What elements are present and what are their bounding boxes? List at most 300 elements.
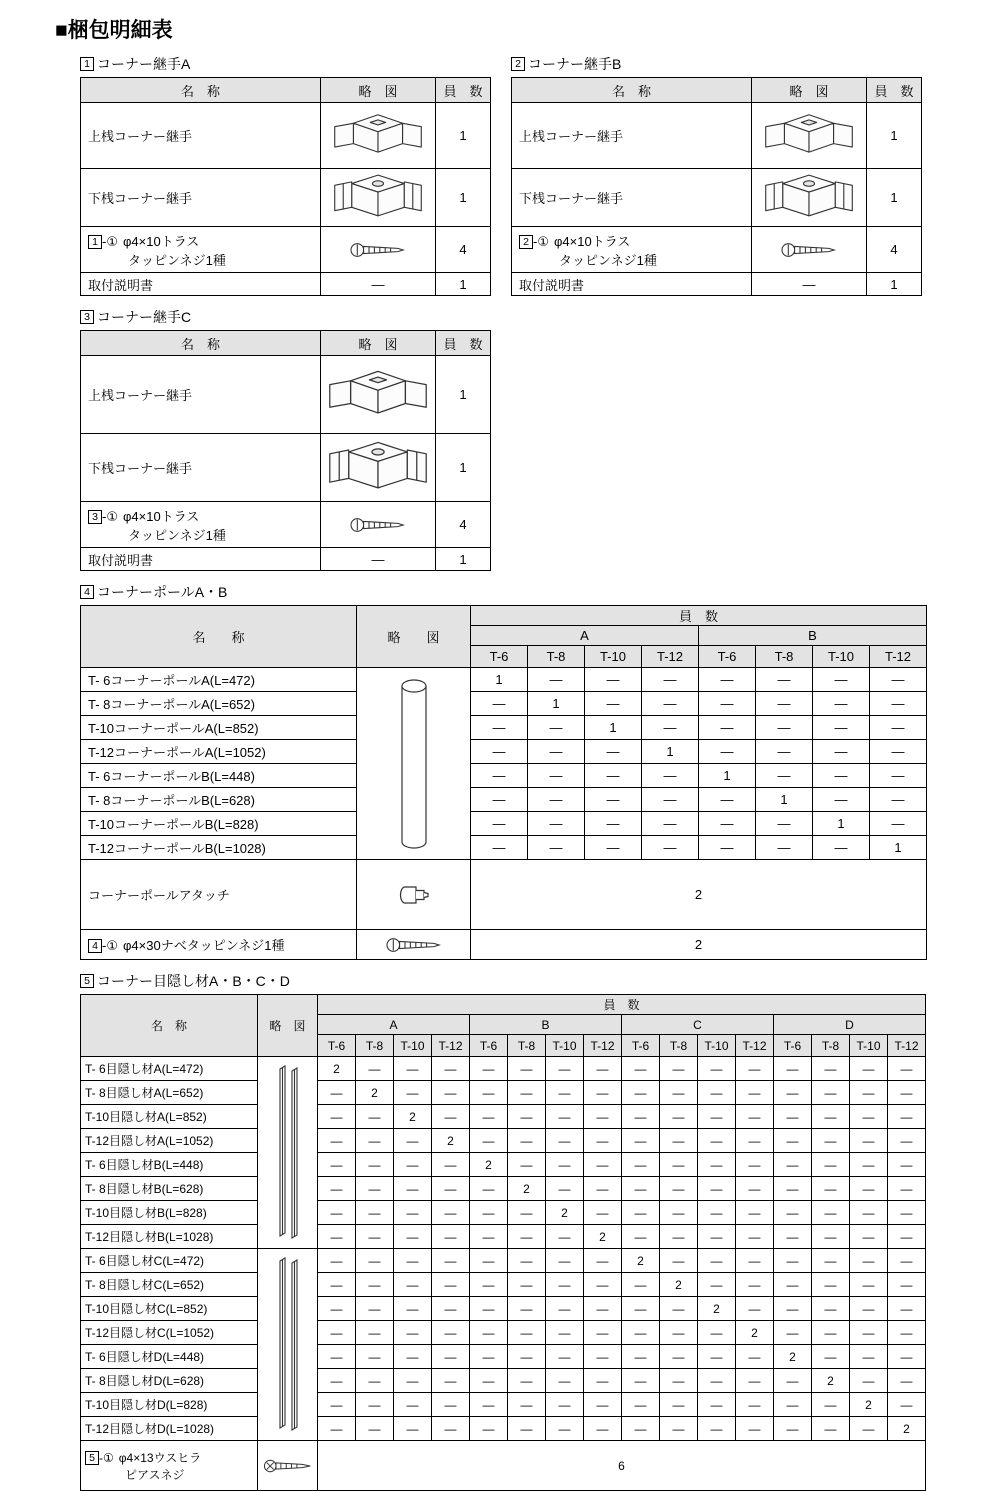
qty-cell: — <box>870 692 927 716</box>
table-row <box>512 227 922 273</box>
item-number-sub: -① <box>102 508 118 524</box>
joint-upper-sketch <box>761 127 857 142</box>
qty-cell: — <box>888 1249 926 1273</box>
qty-cell: — <box>546 1105 584 1129</box>
part-name: 上桟コーナー継手 <box>81 356 321 434</box>
qty-cell: 1 <box>756 788 813 812</box>
table-body <box>81 1057 926 1491</box>
table-row <box>81 1225 926 1249</box>
qty-cell: — <box>699 836 756 860</box>
qty-cell: 1 <box>642 740 699 764</box>
qty-cell: — <box>622 1129 660 1153</box>
qty-cell: — <box>736 1417 774 1441</box>
qty-cell: — <box>812 1129 850 1153</box>
item-number-sub: -① <box>102 938 118 953</box>
size-header: T-8 <box>508 1035 546 1057</box>
qty-cell: — <box>698 1225 736 1249</box>
group-header: A <box>471 626 699 646</box>
qty-cell: — <box>622 1201 660 1225</box>
screw-name-line2: タッピンネジ1種 <box>559 252 657 268</box>
joint-lower-sketch <box>761 189 857 204</box>
qty-cell: — <box>584 1057 622 1081</box>
qty-cell: — <box>356 1369 394 1393</box>
qty-cell: — <box>432 1417 470 1441</box>
size-header: T-6 <box>774 1035 812 1057</box>
qty-cell: — <box>470 1129 508 1153</box>
qty-cell: — <box>356 1057 394 1081</box>
screw-label-line1 <box>88 506 317 525</box>
qty-cell: — <box>470 1057 508 1081</box>
sketch-cell: — <box>321 548 436 571</box>
qty-cell: — <box>508 1105 546 1129</box>
table-body <box>81 356 491 571</box>
qty-cell: — <box>394 1057 432 1081</box>
qty-cell: — <box>812 1201 850 1225</box>
qty-cell: — <box>508 1057 546 1081</box>
qty-cell: 2 <box>622 1249 660 1273</box>
qty-cell: — <box>812 1105 850 1129</box>
table-row <box>81 1105 926 1129</box>
qty-cell: — <box>660 1177 698 1201</box>
qty-cell: — <box>318 1345 356 1369</box>
item-number-box: 3 <box>80 310 94 324</box>
part-name: T- 8コーナーポールB(L=628) <box>81 788 357 812</box>
qty-cell: — <box>528 716 585 740</box>
part-name: コーナーポールアタッチ <box>81 860 357 930</box>
qty-cell: — <box>318 1105 356 1129</box>
qty-cell: — <box>756 812 813 836</box>
qty-cell: — <box>508 1369 546 1393</box>
table-header <box>81 78 491 103</box>
part-qty: 1 <box>867 273 922 296</box>
table-row <box>81 740 927 764</box>
sketch-cell <box>357 668 471 860</box>
qty-cell: — <box>432 1393 470 1417</box>
screw-name: φ4×10トラス <box>122 233 200 249</box>
qty-cell: — <box>394 1153 432 1177</box>
qty-cell: — <box>660 1249 698 1273</box>
sketch-cell <box>321 227 436 273</box>
parts-table <box>80 77 491 296</box>
part-name: T- 8コーナーポールA(L=652) <box>81 692 357 716</box>
column-header-sketch: 略 図 <box>321 331 436 356</box>
qty-cell: — <box>698 1081 736 1105</box>
qty-cell: — <box>471 812 528 836</box>
group-header: D <box>774 1015 926 1035</box>
qty-cell: 1 <box>471 668 528 692</box>
qty-cell: — <box>508 1273 546 1297</box>
qty-cell: — <box>585 788 642 812</box>
qty-cell: — <box>850 1081 888 1105</box>
header-row <box>512 78 922 103</box>
qty-cell: 1 <box>870 836 927 860</box>
qty-cell: — <box>736 1201 774 1225</box>
part-name: 下桟コーナー継手 <box>81 169 321 227</box>
size-header: T-12 <box>584 1035 622 1057</box>
sketch-cell <box>321 434 436 502</box>
part-name: 取付説明書 <box>512 273 752 296</box>
qty-cell: — <box>622 1273 660 1297</box>
qty-cell: — <box>888 1273 926 1297</box>
screw-name: φ4×10トラス <box>553 233 631 249</box>
column-header-qty: 員 数 <box>471 606 927 626</box>
qty-cell: — <box>546 1129 584 1153</box>
qty-cell: — <box>470 1201 508 1225</box>
qty-cell: — <box>850 1417 888 1441</box>
column-header-qty: 員 数 <box>867 78 922 103</box>
part-name: T- 8目隠し材C(L=652) <box>81 1273 258 1297</box>
qty-cell: — <box>774 1297 812 1321</box>
part-qty: 1 <box>436 103 491 169</box>
table-row <box>81 860 927 930</box>
qty-cell: — <box>870 764 927 788</box>
part-qty: 1 <box>436 356 491 434</box>
part-qty: 1 <box>867 169 922 227</box>
part-name: 上桟コーナー継手 <box>512 103 752 169</box>
qty-cell: — <box>470 1369 508 1393</box>
qty-cell: — <box>528 812 585 836</box>
table-row <box>81 692 927 716</box>
qty-cell: — <box>622 1321 660 1345</box>
size-header: T-12 <box>736 1035 774 1057</box>
item-number-sub: -① <box>99 1450 114 1465</box>
joint-lower-sketch <box>330 189 426 204</box>
qty-cell: — <box>394 1225 432 1249</box>
qty-cell: — <box>394 1081 432 1105</box>
table-row <box>81 930 927 960</box>
item-number-sub: -① <box>102 233 118 249</box>
qty-cell: 2 <box>850 1393 888 1417</box>
qty-cell: — <box>850 1105 888 1129</box>
qty-cell: — <box>394 1129 432 1153</box>
qty-cell: — <box>356 1129 394 1153</box>
qty-cell: — <box>813 836 870 860</box>
part-qty: 1 <box>436 548 491 571</box>
qty-cell: — <box>870 788 927 812</box>
qty-cell: — <box>470 1105 508 1129</box>
qty-cell: — <box>318 1153 356 1177</box>
qty-cell: — <box>528 788 585 812</box>
qty-cell: 2 <box>546 1201 584 1225</box>
qty-cell: — <box>546 1417 584 1441</box>
qty-cell: — <box>888 1393 926 1417</box>
qty-cell: — <box>660 1129 698 1153</box>
qty-cell: — <box>888 1057 926 1081</box>
qty-cell: — <box>470 1249 508 1273</box>
part-name: T-10目隠し材A(L=852) <box>81 1105 258 1129</box>
qty-cell: — <box>394 1393 432 1417</box>
qty-cell: — <box>774 1153 812 1177</box>
qty-cell: — <box>585 812 642 836</box>
part-name: T- 6目隠し材B(L=448) <box>81 1153 258 1177</box>
qty-cell: — <box>660 1417 698 1441</box>
qty-cell: — <box>508 1153 546 1177</box>
qty-cell: — <box>888 1321 926 1345</box>
qty-cell: — <box>850 1201 888 1225</box>
corner-blind-table <box>80 994 926 1491</box>
table-row <box>81 836 927 860</box>
table-header <box>512 78 922 103</box>
qty-cell: — <box>356 1417 394 1441</box>
header-row <box>81 995 926 1015</box>
part-name <box>81 1441 258 1491</box>
size-header: T-8 <box>528 646 585 668</box>
group-header: A <box>318 1015 470 1035</box>
joint-upper-sketch <box>330 127 426 142</box>
qty-cell: 2 <box>584 1225 622 1249</box>
screw-label-line1 <box>85 1449 254 1466</box>
qty-cell: — <box>622 1081 660 1105</box>
table-row <box>81 1249 926 1273</box>
qty-cell: — <box>774 1177 812 1201</box>
part-name: T- 6目隠し材C(L=472) <box>81 1249 258 1273</box>
part-qty: 2 <box>471 860 927 930</box>
pole-sketch <box>397 755 431 770</box>
qty-cell: — <box>660 1105 698 1129</box>
qty-cell: — <box>585 836 642 860</box>
qty-cell: — <box>584 1081 622 1105</box>
qty-cell: — <box>585 740 642 764</box>
qty-cell: — <box>812 1177 850 1201</box>
part-name <box>81 227 321 273</box>
qty-cell: — <box>642 692 699 716</box>
parts-table <box>511 77 922 296</box>
qty-cell: — <box>394 1297 432 1321</box>
part-qty: 2 <box>471 930 927 960</box>
column-header-sketch: 略 図 <box>321 78 436 103</box>
page-title: ■梱包明細表 <box>55 19 173 42</box>
qty-cell: — <box>356 1297 394 1321</box>
size-header: T-10 <box>850 1035 888 1057</box>
qty-cell: — <box>736 1129 774 1153</box>
qty-cell: — <box>432 1201 470 1225</box>
corner-pole-table <box>80 605 927 960</box>
part-name: T- 6コーナーポールA(L=472) <box>81 668 357 692</box>
table-header <box>81 331 491 356</box>
qty-cell: — <box>508 1393 546 1417</box>
sketch-cell: — <box>321 273 436 296</box>
qty-cell: — <box>642 836 699 860</box>
attach-sketch <box>395 886 433 901</box>
qty-cell: — <box>432 1057 470 1081</box>
screw-name-line2: タッピンネジ1種 <box>128 252 226 268</box>
qty-cell: — <box>870 812 927 836</box>
sketch-cell <box>357 860 471 930</box>
table-row <box>512 169 922 227</box>
item-number-box: 5 <box>80 974 94 988</box>
qty-cell: 2 <box>508 1177 546 1201</box>
qty-cell: — <box>642 764 699 788</box>
part-name: 上桟コーナー継手 <box>81 103 321 169</box>
qty-cell: — <box>470 1081 508 1105</box>
part-qty: 1 <box>436 169 491 227</box>
size-header: T-6 <box>471 646 528 668</box>
part-qty: 4 <box>436 227 491 273</box>
qty-cell: — <box>471 788 528 812</box>
qty-cell: — <box>698 1249 736 1273</box>
screw-name: φ4×13ウスヒラ <box>118 1450 202 1465</box>
qty-cell: — <box>774 1369 812 1393</box>
qty-cell: — <box>699 716 756 740</box>
column-header-name: 名 称 <box>512 78 752 103</box>
part-name: 取付説明書 <box>81 273 321 296</box>
part-name <box>512 227 752 273</box>
table-row <box>81 1153 926 1177</box>
qty-cell: — <box>642 812 699 836</box>
qty-cell: 2 <box>774 1345 812 1369</box>
pierce-sketch <box>263 1458 313 1472</box>
qty-cell: — <box>356 1273 394 1297</box>
qty-cell: — <box>660 1297 698 1321</box>
sketch-cell <box>321 169 436 227</box>
table-row <box>81 716 927 740</box>
size-header: T-10 <box>585 646 642 668</box>
qty-cell: — <box>660 1081 698 1105</box>
qty-cell: — <box>432 1345 470 1369</box>
qty-cell: — <box>850 1273 888 1297</box>
qty-cell: — <box>470 1417 508 1441</box>
qty-cell: — <box>812 1321 850 1345</box>
table-row <box>81 548 491 571</box>
qty-cell: — <box>528 836 585 860</box>
table-row <box>81 1273 926 1297</box>
qty-cell: — <box>698 1321 736 1345</box>
qty-cell: — <box>812 1393 850 1417</box>
qty-cell: — <box>470 1321 508 1345</box>
sketch-cell <box>321 502 436 548</box>
screw-label-line1 <box>88 231 317 250</box>
qty-cell: — <box>528 764 585 788</box>
part-qty: 1 <box>436 434 491 502</box>
size-header: T-8 <box>356 1035 394 1057</box>
qty-cell: — <box>508 1081 546 1105</box>
qty-cell: — <box>508 1201 546 1225</box>
qty-cell: — <box>622 1153 660 1177</box>
qty-cell: — <box>318 1249 356 1273</box>
screw-name: φ4×10トラス <box>122 508 200 524</box>
table-row <box>81 1321 926 1345</box>
qty-cell: — <box>584 1129 622 1153</box>
qty-cell: — <box>432 1177 470 1201</box>
qty-cell: — <box>394 1369 432 1393</box>
qty-cell: — <box>736 1153 774 1177</box>
group-header: C <box>622 1015 774 1035</box>
qty-cell: — <box>813 692 870 716</box>
table-caption <box>80 307 926 327</box>
qty-cell: — <box>508 1129 546 1153</box>
qty-cell: — <box>660 1393 698 1417</box>
qty-cell: — <box>584 1345 622 1369</box>
qty-cell: — <box>584 1393 622 1417</box>
column-header-qty: 員 数 <box>436 78 491 103</box>
qty-cell: — <box>870 716 927 740</box>
part-name: T-12目隠し材D(L=1028) <box>81 1417 258 1441</box>
part-name: T-12目隠し材B(L=1028) <box>81 1225 258 1249</box>
qty-cell: — <box>356 1177 394 1201</box>
qty-cell: — <box>432 1273 470 1297</box>
qty-cell: — <box>888 1225 926 1249</box>
column-header-sketch: 略 図 <box>357 606 471 668</box>
table-row <box>81 668 927 692</box>
qty-cell: — <box>585 668 642 692</box>
column-header-qty: 員 数 <box>436 331 491 356</box>
qty-cell: — <box>584 1201 622 1225</box>
part-name: 下桟コーナー継手 <box>81 434 321 502</box>
qty-cell: — <box>508 1225 546 1249</box>
qty-cell: — <box>888 1297 926 1321</box>
qty-cell: — <box>546 1273 584 1297</box>
qty-cell: — <box>318 1177 356 1201</box>
qty-cell: — <box>736 1057 774 1081</box>
header-row <box>81 606 927 626</box>
qty-cell: — <box>660 1201 698 1225</box>
parts-table <box>80 330 491 571</box>
column-header-name: 名 称 <box>81 331 321 356</box>
table-row <box>81 1297 926 1321</box>
size-header: T-6 <box>470 1035 508 1057</box>
qty-cell: — <box>585 692 642 716</box>
table-caption <box>80 54 491 74</box>
qty-cell: — <box>394 1321 432 1345</box>
item-number-box: 3 <box>88 510 102 524</box>
sketch-cell <box>752 169 867 227</box>
qty-cell: — <box>528 668 585 692</box>
screw-sketch <box>780 241 838 256</box>
table-row <box>81 1417 926 1441</box>
qty-cell: — <box>698 1177 736 1201</box>
size-header: T-10 <box>546 1035 584 1057</box>
part-name <box>81 930 357 960</box>
qty-cell: — <box>850 1225 888 1249</box>
qty-cell: — <box>356 1345 394 1369</box>
qty-cell: — <box>812 1225 850 1249</box>
qty-cell: — <box>546 1297 584 1321</box>
qty-cell: — <box>318 1393 356 1417</box>
table-caption <box>511 54 922 74</box>
table-row <box>81 1129 926 1153</box>
part-qty: 4 <box>436 502 491 548</box>
qty-cell: — <box>888 1201 926 1225</box>
size-header: T-6 <box>622 1035 660 1057</box>
qty-cell: — <box>356 1393 394 1417</box>
qty-cell: — <box>698 1369 736 1393</box>
qty-cell: — <box>698 1153 736 1177</box>
part-name: T-10目隠し材D(L=828) <box>81 1393 258 1417</box>
qty-cell: 2 <box>356 1081 394 1105</box>
screw-name: φ4×30ナベタッピンネジ1種 <box>122 938 285 953</box>
screw-name-line2: ピアスネジ <box>125 1467 185 1482</box>
table-caption-label: コーナーポールA・B <box>97 584 228 600</box>
part-qty: 1 <box>867 103 922 169</box>
column-header-name: 名 称 <box>81 995 258 1057</box>
part-name: T-10目隠し材C(L=852) <box>81 1297 258 1321</box>
qty-cell: — <box>622 1057 660 1081</box>
qty-cell: — <box>642 668 699 692</box>
table-caption-label: コーナー継手B <box>528 56 622 72</box>
size-header: T-10 <box>813 646 870 668</box>
qty-cell: — <box>888 1105 926 1129</box>
qty-cell: — <box>642 788 699 812</box>
item-number-box: 2 <box>511 57 525 71</box>
size-header: T-10 <box>698 1035 736 1057</box>
qty-cell: 1 <box>813 812 870 836</box>
qty-cell: — <box>774 1273 812 1297</box>
part-name: T-12コーナーポールA(L=1052) <box>81 740 357 764</box>
table-caption-label: コーナー目隠し材A・B・C・D <box>97 973 290 989</box>
qty-cell: — <box>850 1369 888 1393</box>
table-row <box>81 169 491 227</box>
qty-cell: — <box>622 1369 660 1393</box>
